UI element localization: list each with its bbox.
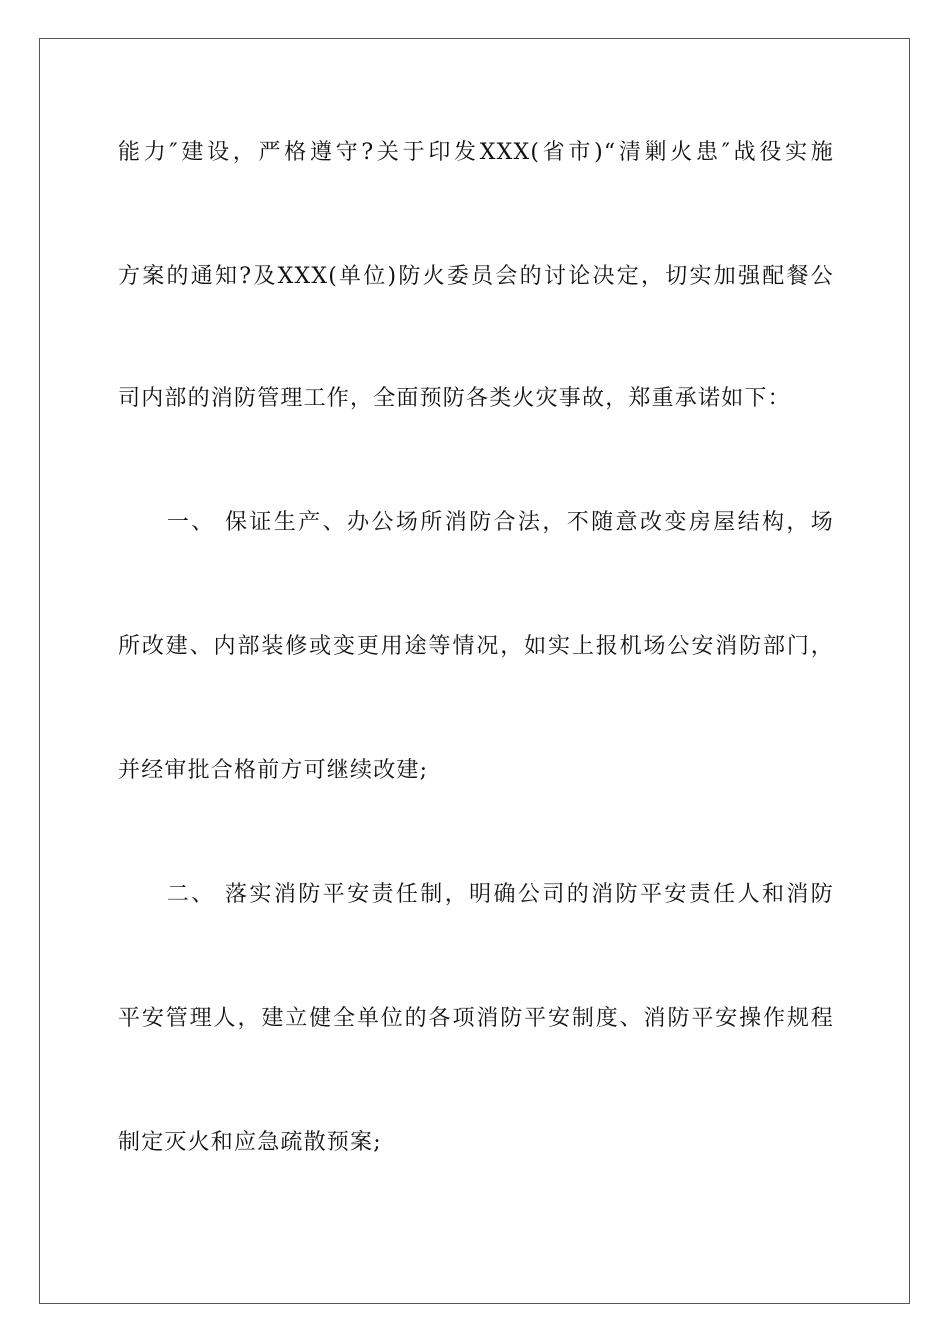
paragraph-line-3: 司内部的消防管理工作，全面预防各类火灾事故，郑重承诺如下： [118,386,791,411]
clause-one-line-1: 一、 保证生产、办公场所消防合法，不随意改变房屋结构，场 [118,510,834,535]
clause-one-line-2: 所改建、内部装修或变更用途等情况，如实上报机场公安消防部门， [118,634,834,659]
clause-two-line-1: 二、 落实消防平安责任制，明确公司的消防平安责任人和消防 [118,882,834,907]
clause-one-line-3: 并经审批合格前方可继续改建; [118,758,429,783]
paragraph-line-2: 方案的通知?及XXX(单位)防火委员会的讨论决定，切实加强配餐公 [118,264,834,289]
paragraph-line-1: 能力″建设，严格遵守?关于印发XXX(省市)“清剿火患″战役实施 [118,140,834,165]
clause-two-line-3: 制定灭火和应急疏散预案; [118,1130,382,1155]
clause-two-line-2: 平安管理人，建立健全单位的各项消防平安制度、消防平安操作规程 [118,1006,834,1031]
page-frame [39,38,910,1304]
